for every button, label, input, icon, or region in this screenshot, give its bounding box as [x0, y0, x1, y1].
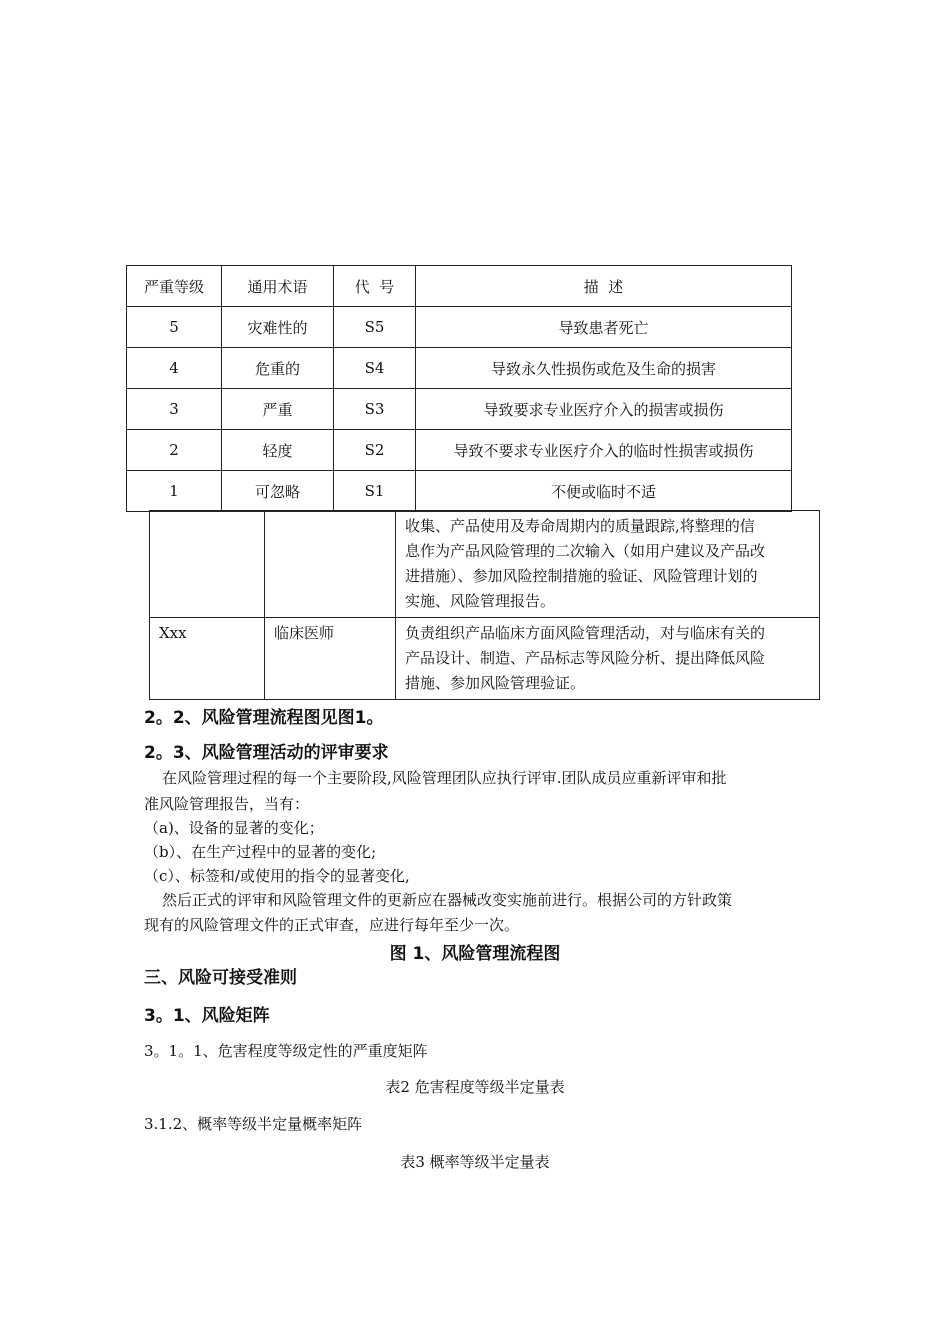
code-cell: S3 — [334, 389, 416, 430]
severity-level-cell: 5 — [127, 307, 222, 348]
figure-caption: 图 1、风险管理流程图 — [389, 944, 561, 964]
paragraph-line: 现有的风险管理文件的正式审查，应进行每年至少一次。 — [144, 916, 520, 934]
table2-caption: 表2 危害程度等级半定量表 — [385, 1078, 565, 1096]
term-cell: 轻度 — [222, 430, 334, 471]
code-cell: S4 — [334, 348, 416, 389]
roles-table — [149, 510, 820, 700]
term-cell: 危重的 — [222, 348, 334, 389]
description-cell: 导致要求专业医疗介入的损害或损伤 — [416, 389, 792, 430]
paragraph-line: 在风险管理过程的每一个主要阶段,风险管理团队应执行评审.团队成员应重新评审和批 — [162, 769, 727, 787]
role-cell — [265, 511, 396, 618]
severity-level-cell: 1 — [127, 471, 222, 512]
description-cell: 不便或临时不适 — [416, 471, 792, 512]
code-cell: S2 — [334, 430, 416, 471]
severity-table — [126, 265, 792, 512]
description-cell: 导致永久性损伤或危及生命的损害 — [416, 348, 792, 389]
table-row — [127, 389, 792, 430]
term-cell: 灾难性的 — [222, 307, 334, 348]
section-heading-3: 三、风险可接受准则 — [144, 968, 297, 988]
table-row — [127, 430, 792, 471]
responsibility-cell — [396, 511, 820, 618]
severity-level-cell: 2 — [127, 430, 222, 471]
header-cell: 严重等级 — [127, 266, 222, 307]
responsibility-line: 收集、产品使用及寿命周期内的质量跟踪,将整理的信 — [405, 517, 755, 535]
table-row — [150, 618, 820, 700]
section-heading-2-3: 2。3、风险管理活动的评审要求 — [144, 743, 389, 763]
paragraph-line: 然后正式的评审和风险管理文件的更新应在器械改变实施前进行。根据公司的方针政策 — [162, 891, 733, 909]
term-cell: 严重 — [222, 389, 334, 430]
list-item-b: （b）、在生产过程中的显著的变化; — [144, 843, 377, 861]
description-cell: 导致不要求专业医疗介入的临时性损害或损伤 — [416, 430, 792, 471]
responsibility-line: 息作为产品风险管理的二次输入（如用户建议及产品改 — [405, 542, 766, 560]
severity-level-cell: 3 — [127, 389, 222, 430]
severity-level-cell: 4 — [127, 348, 222, 389]
header-cell: 通用术语 — [222, 266, 334, 307]
department-cell: Xxx — [150, 618, 265, 700]
responsibility-cell — [396, 618, 820, 700]
subsection-heading-3-1-2: 3.1.2、概率等级半定量概率矩阵 — [144, 1115, 363, 1133]
role-cell: 临床医师 — [265, 618, 396, 700]
table-row — [127, 307, 792, 348]
list-item-c: （c）、标签和/或使用的指令的显著变化, — [144, 867, 410, 885]
responsibility-line: 进措施）、参加风险控制措施的验证、风险管理计划的 — [405, 567, 758, 585]
header-cell: 描 述 — [416, 266, 792, 307]
code-cell: S5 — [334, 307, 416, 348]
table3-caption: 表3 概率等级半定量表 — [400, 1153, 550, 1171]
table-row — [127, 348, 792, 389]
header-cell: 代 号 — [334, 266, 416, 307]
paragraph-line: 准风险管理报告，当有： — [144, 795, 310, 813]
code-cell: S1 — [334, 471, 416, 512]
table-row — [150, 511, 820, 618]
term-cell: 可忽略 — [222, 471, 334, 512]
list-item-a: （a)、设备的显著的变化； — [144, 819, 324, 837]
responsibility-line: 实施、风险管理报告。 — [405, 592, 556, 610]
table-row — [127, 471, 792, 512]
responsibility-line: 产品设计、制造、产品标志等风险分析、提出降低风险 — [405, 649, 766, 667]
responsibility-line: 措施、参加风险管理验证。 — [405, 674, 586, 692]
description-cell: 导致患者死亡 — [416, 307, 792, 348]
section-heading-3-1: 3。1、风险矩阵 — [144, 1006, 270, 1026]
responsibility-line: 负责组织产品临床方面风险管理活动，对与临床有关的 — [405, 624, 766, 642]
subsection-heading-3-1-1: 3。1。1、危害程度等级定性的严重度矩阵 — [144, 1042, 428, 1060]
table-header-row — [127, 266, 792, 307]
department-cell — [150, 511, 265, 618]
section-heading-2-2: 2。2、风险管理流程图见图1。 — [144, 708, 384, 728]
